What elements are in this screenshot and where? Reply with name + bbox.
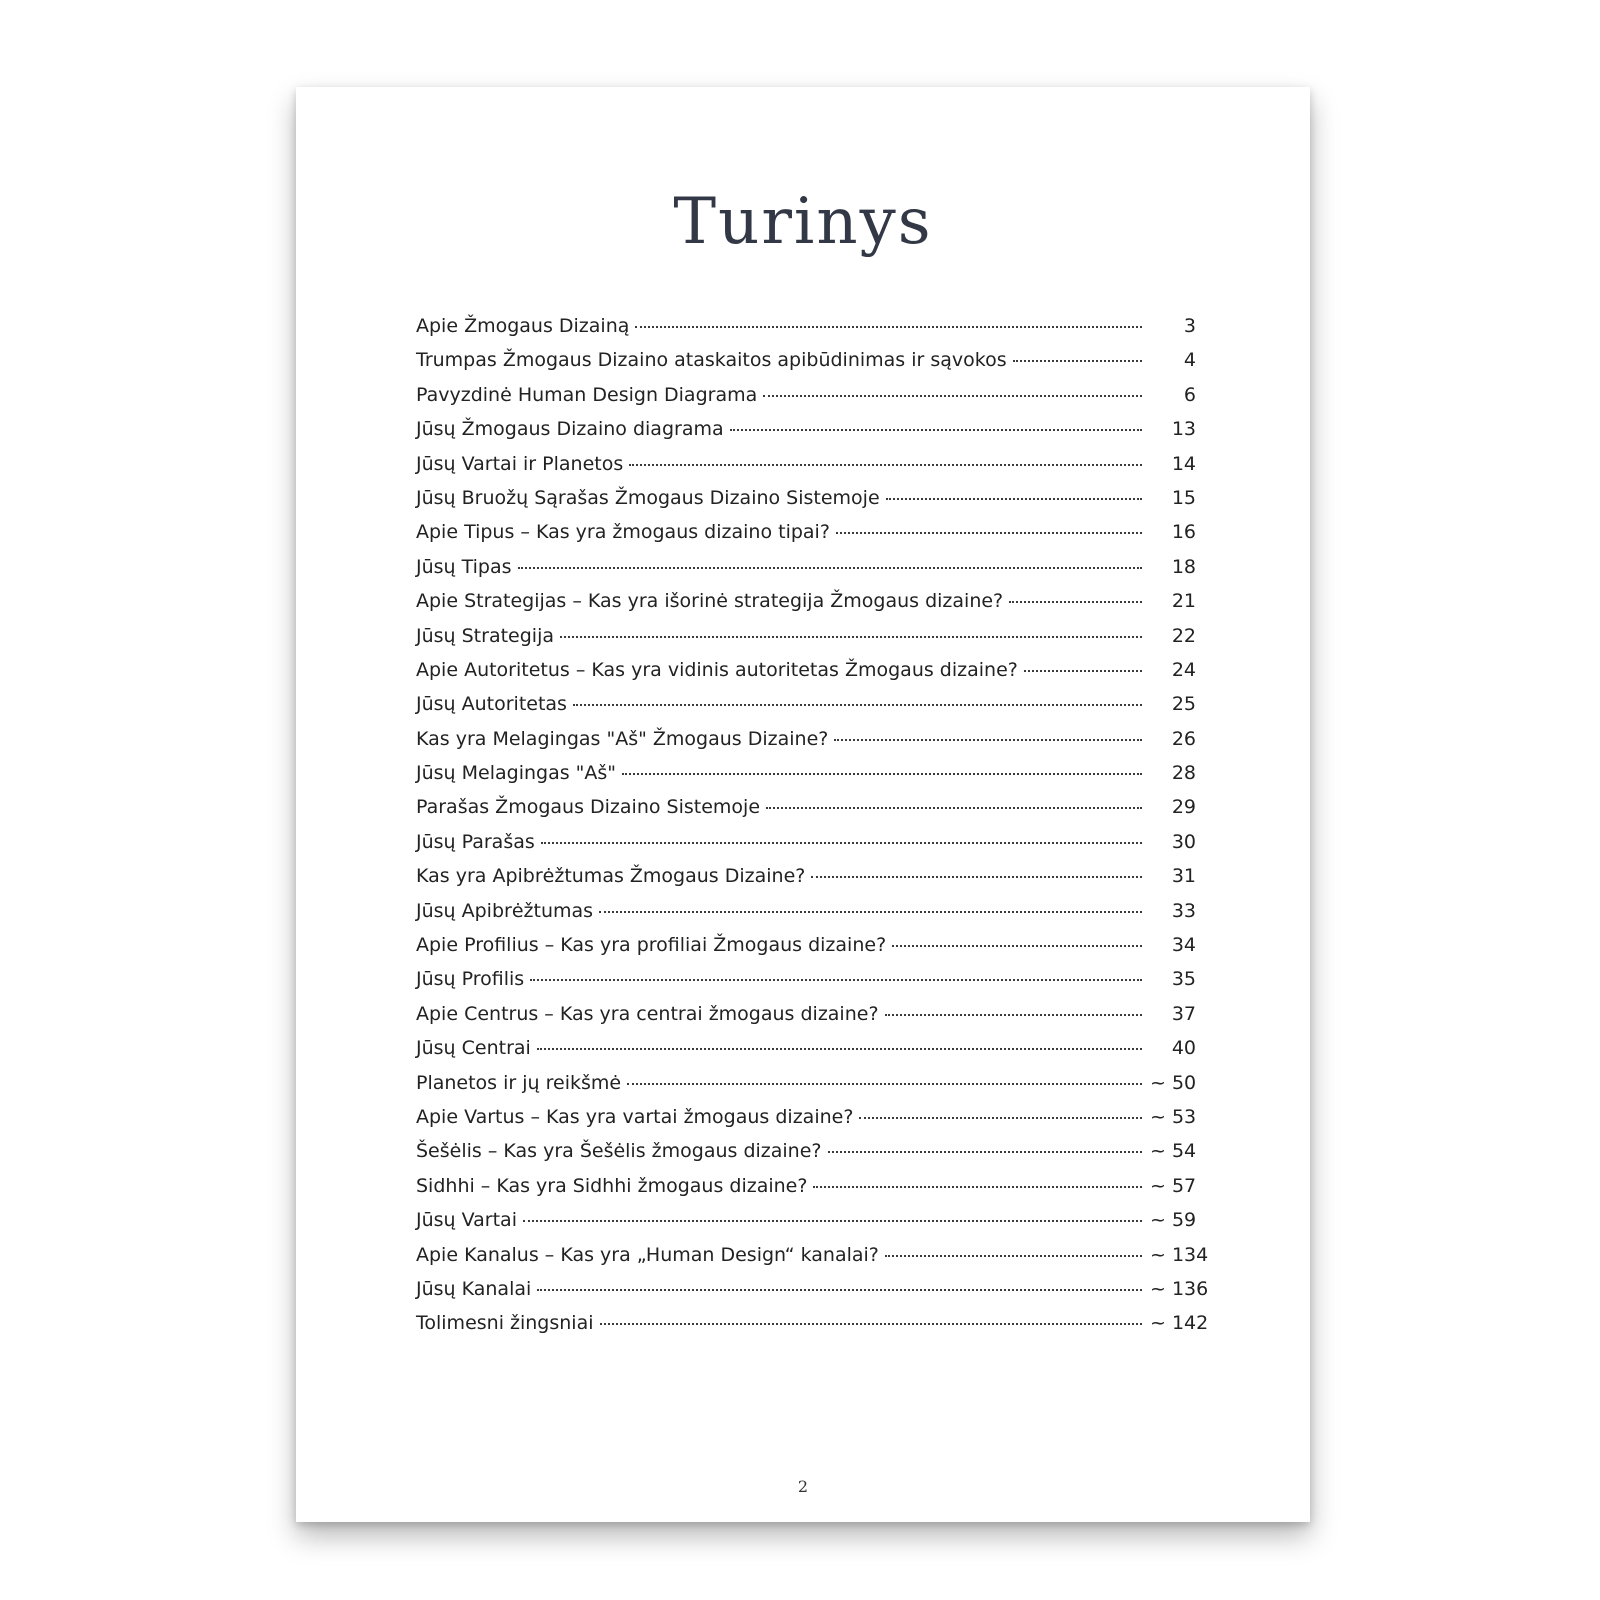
toc-entry-label: Trumpas Žmogaus Dizaino ataskaitos apibūdinimas ir sąvokos bbox=[416, 349, 1007, 372]
toc-entry-label: Jūsų Parašas bbox=[416, 830, 535, 853]
toc-entry-page: 30 bbox=[1171, 830, 1196, 853]
toc-entry-page: 22 bbox=[1171, 624, 1196, 647]
toc-entry-label: Parašas Žmogaus Dizaino Sistemoje bbox=[416, 796, 761, 819]
toc-entry-page: 3 bbox=[1183, 315, 1196, 337]
dot-leader bbox=[885, 1255, 1142, 1257]
toc-entry-page: ~ 134 bbox=[1150, 1243, 1209, 1266]
toc-entry-page: ~ 136 bbox=[1150, 1277, 1209, 1300]
dot-leader bbox=[836, 532, 1142, 534]
toc-entry-page: ~ 57 bbox=[1150, 1174, 1197, 1197]
toc-entry-label: Šešėlis – Kas yra Šešėlis žmogaus dizaine? bbox=[416, 1140, 822, 1163]
toc-entry-page: 33 bbox=[1171, 899, 1196, 922]
toc-entry-label: Planetos ir jų reikšmė bbox=[416, 1071, 622, 1094]
toc-entry-page: 24 bbox=[1171, 658, 1196, 681]
dot-leader bbox=[1013, 360, 1142, 362]
toc-entry-label: Apie Profilius – Kas yra profiliai Žmogaus dizaine? bbox=[416, 934, 887, 957]
toc-entry-page: ~ 53 bbox=[1150, 1105, 1197, 1128]
table-of-contents bbox=[416, 315, 1209, 1347]
dot-leader bbox=[1024, 670, 1142, 672]
toc-entry[interactable] bbox=[416, 590, 1196, 624]
toc-entry[interactable] bbox=[416, 968, 1196, 1002]
toc-entry-label: Jūsų Vartai ir Planetos bbox=[416, 452, 624, 475]
dot-leader bbox=[629, 464, 1142, 466]
toc-entry-page: 18 bbox=[1171, 555, 1196, 578]
toc-entry-label: Jūsų Tipas bbox=[416, 555, 512, 578]
toc-entry[interactable] bbox=[416, 865, 1196, 899]
toc-entry-page: 15 bbox=[1171, 486, 1196, 509]
dot-leader bbox=[859, 1117, 1142, 1119]
toc-entry-label: Sidhhi – Kas yra Sidhhi žmogaus dizaine? bbox=[416, 1174, 808, 1197]
toc-entry-label: Kas yra Melagingas "Aš" Žmogaus Dizaine? bbox=[416, 727, 829, 750]
dot-leader bbox=[811, 876, 1142, 878]
toc-entry-page: 29 bbox=[1171, 796, 1196, 819]
toc-entry[interactable] bbox=[416, 728, 1196, 762]
toc-entry-label: Apie Autoritetus – Kas yra vidinis autoritetas Žmogaus dizaine? bbox=[416, 658, 1018, 681]
dot-leader bbox=[523, 1220, 1142, 1222]
toc-entry-label: Jūsų Kanalai bbox=[416, 1277, 532, 1300]
dot-leader bbox=[627, 1083, 1142, 1085]
toc-entry-page: 6 bbox=[1183, 383, 1196, 406]
dot-leader bbox=[766, 807, 1142, 809]
toc-entry-label: Jūsų Apibrėžtumas bbox=[416, 899, 594, 922]
toc-entry-label: Apie Strategijas – Kas yra išorinė strategija Žmogaus dizaine? bbox=[416, 590, 1004, 613]
dot-leader bbox=[763, 395, 1142, 397]
toc-entry-page: 16 bbox=[1171, 521, 1196, 544]
dot-leader bbox=[886, 498, 1142, 500]
dot-leader bbox=[541, 842, 1142, 844]
dot-leader bbox=[813, 1186, 1142, 1188]
toc-entry[interactable] bbox=[416, 487, 1196, 521]
toc-entry[interactable] bbox=[416, 693, 1196, 727]
toc-entry-label: Jūsų Žmogaus Dizaino diagrama bbox=[416, 418, 724, 441]
toc-entry-label: Jūsų Strategija bbox=[416, 624, 554, 647]
toc-entry[interactable] bbox=[416, 521, 1196, 555]
toc-entry-label: Jūsų Bruožų Sąrašas Žmogaus Dizaino Sistemoje bbox=[416, 486, 880, 509]
toc-entry[interactable] bbox=[416, 556, 1196, 590]
dot-leader bbox=[599, 911, 1142, 913]
toc-entry-label: Jūsų Profilis bbox=[416, 968, 525, 991]
toc-entry[interactable] bbox=[416, 762, 1196, 796]
toc-entry-label: Jūsų Autoritetas bbox=[416, 693, 567, 716]
toc-entry-page: 35 bbox=[1171, 968, 1196, 991]
dot-leader bbox=[622, 773, 1142, 775]
toc-entry[interactable] bbox=[416, 831, 1196, 865]
toc-entry[interactable] bbox=[416, 659, 1196, 693]
toc-entry-page: 25 bbox=[1171, 693, 1196, 716]
toc-entry-page: 21 bbox=[1171, 590, 1196, 613]
dot-leader bbox=[600, 1323, 1142, 1325]
toc-entry[interactable] bbox=[416, 1106, 1196, 1140]
toc-entry-page: ~ 54 bbox=[1150, 1140, 1197, 1163]
dot-leader bbox=[635, 326, 1142, 328]
toc-entry-label: Apie Vartus – Kas yra vartai žmogaus dizaine? bbox=[416, 1105, 854, 1128]
toc-entry-label: Jūsų Melagingas "Aš" bbox=[416, 762, 617, 785]
toc-entry-label: Apie Tipus – Kas yra žmogaus dizaino tipai? bbox=[416, 521, 830, 544]
toc-entry-label: Pavyzdinė Human Design Diagrama bbox=[416, 383, 758, 406]
page-number: 2 bbox=[797, 1477, 809, 1496]
toc-entry[interactable] bbox=[416, 418, 1196, 452]
toc-entry-label: Apie Centrus – Kas yra centrai žmogaus dizaine? bbox=[416, 1002, 879, 1025]
toc-entry-page: 31 bbox=[1171, 865, 1196, 888]
toc-entry[interactable] bbox=[416, 1175, 1196, 1209]
dot-leader bbox=[885, 1014, 1142, 1016]
toc-entry-label: Jūsų Centrai bbox=[416, 1037, 531, 1060]
toc-entry[interactable] bbox=[416, 1312, 1209, 1346]
toc-entry-page: 14 bbox=[1171, 452, 1196, 475]
dot-leader bbox=[834, 739, 1142, 741]
toc-entry[interactable] bbox=[416, 1243, 1209, 1278]
dot-leader bbox=[518, 567, 1142, 569]
dot-leader bbox=[1009, 601, 1142, 603]
toc-entry[interactable] bbox=[416, 1209, 1196, 1243]
toc-entry[interactable] bbox=[416, 1003, 1196, 1037]
dot-leader bbox=[730, 429, 1142, 431]
toc-entry[interactable] bbox=[416, 796, 1196, 830]
toc-entry-page: ~ 59 bbox=[1150, 1209, 1197, 1232]
toc-entry-page: 28 bbox=[1171, 762, 1196, 785]
toc-entry-label: Kas yra Apibrėžtumas Žmogaus Dizaine? bbox=[416, 865, 806, 888]
toc-entry-label: Apie Žmogaus Dizainą bbox=[416, 315, 630, 337]
dot-leader bbox=[892, 945, 1142, 947]
dot-leader bbox=[537, 1048, 1142, 1050]
toc-entry[interactable] bbox=[416, 900, 1196, 934]
dot-leader bbox=[560, 636, 1142, 638]
toc-entry-page: 26 bbox=[1171, 727, 1196, 750]
toc-entry-page: 13 bbox=[1171, 418, 1196, 441]
toc-entry-page: 40 bbox=[1171, 1037, 1196, 1060]
toc-entry[interactable] bbox=[416, 1037, 1196, 1071]
dot-leader bbox=[537, 1289, 1142, 1291]
toc-entry-label: Apie Kanalus – Kas yra „Human Design“ kanalai? bbox=[416, 1243, 879, 1266]
dot-leader bbox=[530, 979, 1142, 981]
toc-entry-page: ~ 50 bbox=[1150, 1071, 1197, 1094]
toc-entry-page: 37 bbox=[1171, 1002, 1196, 1025]
page-title: Turinys bbox=[673, 185, 933, 259]
toc-entry-page: 34 bbox=[1171, 934, 1196, 957]
document-page bbox=[296, 87, 1310, 1522]
toc-entry-label: Jūsų Vartai bbox=[416, 1209, 517, 1232]
toc-entry[interactable] bbox=[416, 625, 1196, 659]
toc-entry[interactable] bbox=[416, 453, 1196, 487]
toc-entry[interactable] bbox=[416, 1140, 1196, 1174]
toc-entry[interactable] bbox=[416, 1277, 1209, 1312]
dot-leader bbox=[573, 704, 1142, 706]
toc-entry[interactable] bbox=[416, 1072, 1196, 1106]
toc-entry[interactable] bbox=[416, 315, 1196, 349]
toc-entry-page: ~ 142 bbox=[1150, 1312, 1209, 1335]
toc-entry-page: 4 bbox=[1183, 349, 1196, 372]
toc-entry-label: Tolimesni žingsniai bbox=[416, 1312, 594, 1335]
dot-leader bbox=[828, 1151, 1143, 1153]
toc-entry[interactable] bbox=[416, 384, 1196, 418]
toc-entry[interactable] bbox=[416, 349, 1196, 383]
toc-entry[interactable] bbox=[416, 934, 1196, 968]
